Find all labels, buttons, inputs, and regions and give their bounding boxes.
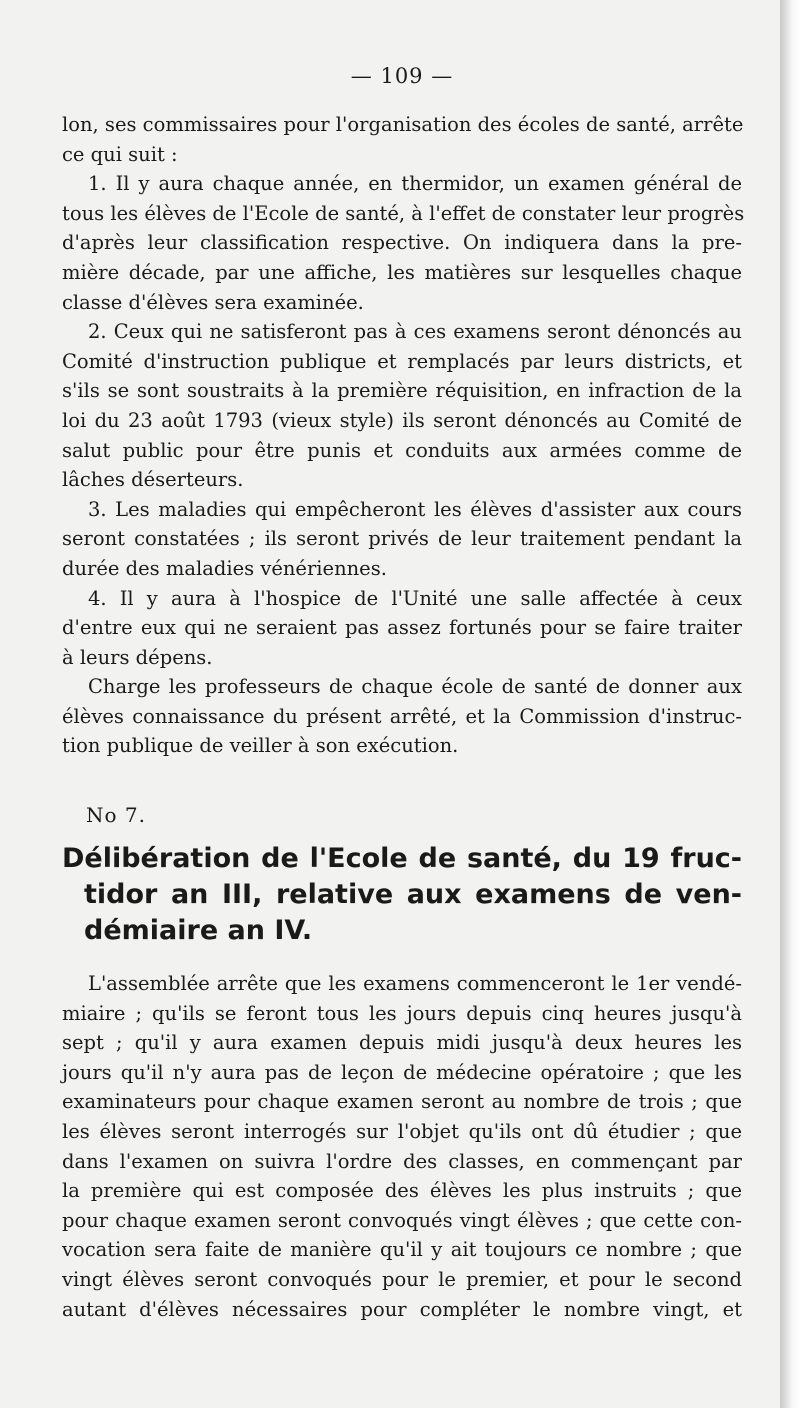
text-line: vocation sera faite de manière qu'il y ait toujours ce nombre ; que (62, 1238, 742, 1262)
section-number: No 7. (86, 803, 146, 828)
text-line: à leurs dépens. (62, 645, 213, 669)
text-line: autant d'élèves nécessaires pour compléter le nombre vingt, et (62, 1297, 742, 1321)
section-title-line: Délibération de l'Ecole de santé, du 19 fruc- (62, 843, 742, 875)
text-line: classe d'élèves sera examinée. (62, 290, 364, 314)
text-line: sept ; qu'il y aura examen depuis midi jusqu'à deux heures les (62, 1031, 742, 1055)
text-line: tion publique de veiller à son exécution. (62, 734, 459, 758)
page-number: — 109 — (350, 64, 454, 88)
text-line: 1. Il y aura chaque année, en thermidor, un examen général de (88, 172, 742, 196)
text-line: jours qu'il n'y aura pas de leçon de médecine opératoire ; que les (62, 1060, 742, 1084)
text-line: 3. Les maladies qui empêcheront les élèves d'assister aux cours (88, 497, 742, 521)
text-line: salut public pour être punis et conduits aux armées comme de (62, 438, 742, 462)
text-line: loi du 23 août 1793 (vieux style) ils seront dénoncés au Comité de (62, 408, 742, 432)
text-line: dans l'examen on suivra l'ordre des classes, en commençant par (62, 1149, 742, 1173)
text-line: la première qui est composée des élèves les plus instruits ; que (62, 1179, 742, 1203)
article-3 (62, 495, 742, 584)
section-title-line: tidor an III, relative aux examens de ven- (84, 879, 742, 911)
page-content (62, 64, 745, 1324)
text-line: les élèves seront interrogés sur l'objet qu'ils ont dû étudier ; que (62, 1120, 742, 1144)
text-line: Comité d'instruction publique et remplacés par leurs districts, et (62, 349, 742, 373)
text-line: d'après leur classification respective. On indiquera dans la pre- (62, 231, 742, 255)
text-line: d'entre eux qui ne seraient pas assez fortunés pour se faire traiter (62, 616, 742, 640)
text-line: ce qui suit : (62, 142, 178, 166)
text-line: examinateurs pour chaque examen seront au nombre de trois ; que (62, 1090, 742, 1114)
article-1 (62, 169, 745, 317)
intro-paragraph (62, 110, 742, 169)
section-title (62, 841, 742, 949)
text-line: 2. Ceux qui ne satisferont pas à ces examens seront dénoncés au (88, 320, 742, 344)
text-line: pour chaque examen seront convoqués vingt élèves ; que cette con- (62, 1208, 742, 1232)
text-line: tous les élèves de l'Ecole de santé, à l'effet de constater leur progrès (62, 201, 745, 225)
article-2 (62, 317, 742, 495)
text-line: Charge les professeurs de chaque école de santé de donner aux (88, 675, 742, 699)
text-line: miaire ; qu'ils se feront tous les jours depuis cinq heures jusqu'à (62, 1001, 742, 1025)
text-line: s'ils se sont soustraits à la première réquisition, en infraction de la (62, 379, 742, 403)
text-line: lon, ses commissaires pour l'organisation des écoles de santé, arrête (62, 113, 744, 136)
body-paragraph (62, 969, 742, 1324)
text-line: 4. Il y aura à l'hospice de l'Unité une salle affectée à ceux (88, 586, 742, 610)
article-4 (62, 584, 742, 673)
page-edge-shadow (780, 0, 800, 1408)
charge-paragraph (62, 672, 742, 761)
text-line: seront constatées ; ils seront privés de leur traitement pendant la (62, 527, 742, 551)
text-line: vingt élèves seront convoqués pour le premier, et pour le second (62, 1268, 742, 1291)
text-line: lâches déserteurs. (62, 468, 244, 492)
text-line: mière décade, par une affiche, les matières sur lesquelles chaque (62, 260, 742, 284)
text-line: durée des maladies vénériennes. (62, 556, 387, 580)
text-line: L'assemblée arrête que les examens commenceront le 1er vendé- (88, 972, 742, 996)
text-line: élèves connaissance du présent arrêté, et la Commission d'instruc- (62, 704, 742, 728)
section-title-line: démiaire an IV. (84, 915, 313, 947)
